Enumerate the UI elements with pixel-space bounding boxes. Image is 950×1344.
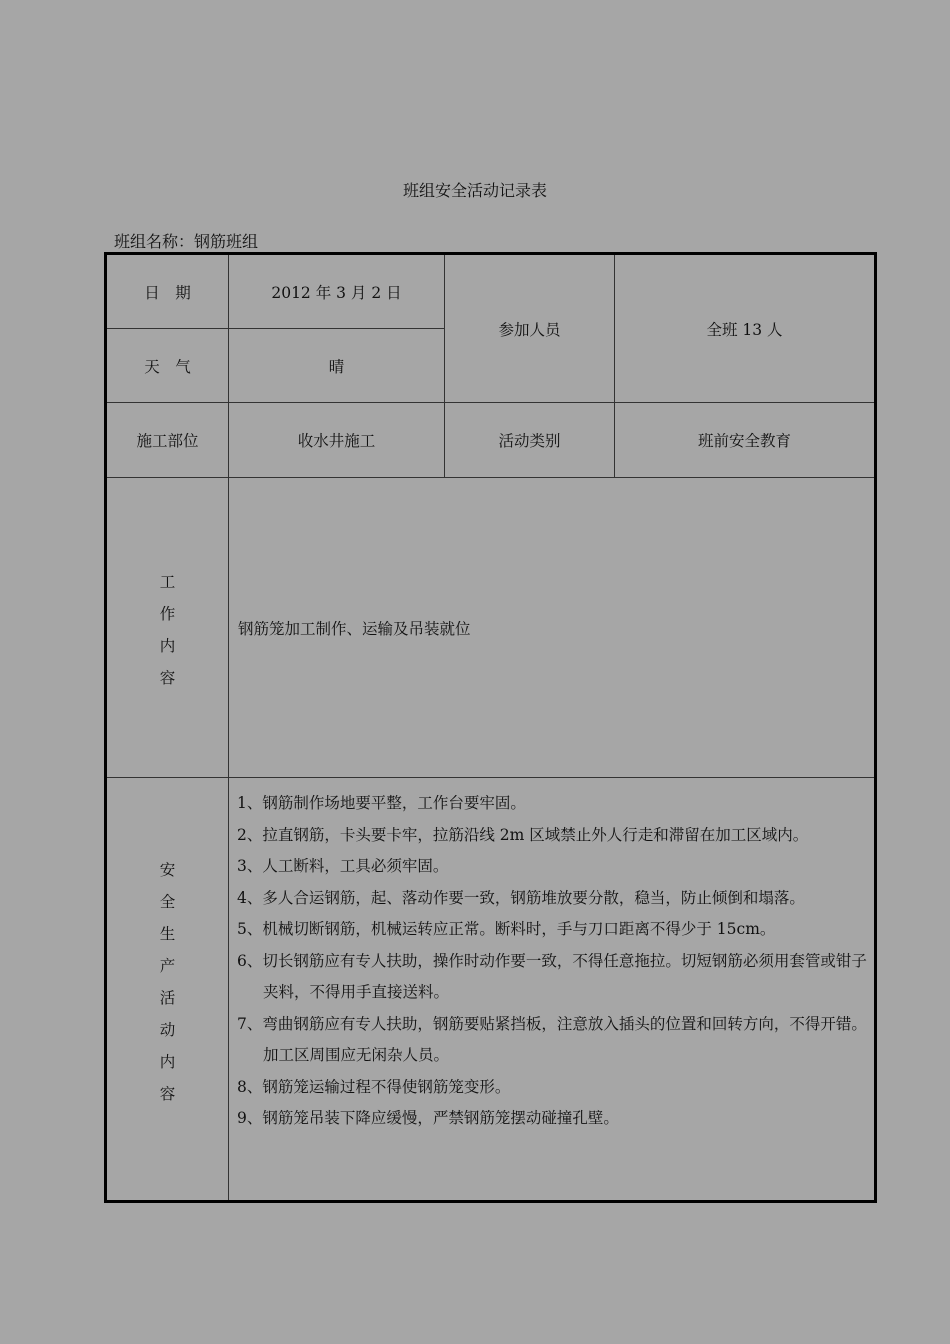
safety-item: 4、多人合运钢筋，起、落动作要一致，钢筋堆放要分散，稳当，防止倾倒和塌落。 <box>237 888 805 907</box>
date-value: 2012 年 3 月 2 日 <box>229 254 445 329</box>
weather-label: 天 气 <box>106 329 229 403</box>
team-name-label: 班组名称： <box>114 232 195 251</box>
safety-content-label <box>106 778 229 1202</box>
date-label: 日 期 <box>106 254 229 329</box>
team-name-value: 钢筋班组 <box>194 232 259 251</box>
safety-item: 5、机械切断钢筋，机械运转应正常。断料时，手与刀口距离不得少于 15cm。 <box>237 920 776 938</box>
record-table <box>104 252 877 1203</box>
work-label-char: 内 <box>159 636 176 655</box>
work-label-char: 作 <box>159 604 176 623</box>
safety-item: 2、拉直钢筋，卡头要卡牢，拉筋沿线 2m 区域禁止外人行走和滞留在加工区域内。 <box>237 825 809 844</box>
work-content-label <box>106 478 229 778</box>
safety-content-value <box>229 778 876 1202</box>
category-value: 班前安全教育 <box>615 403 876 478</box>
safety-item: 7、弯曲钢筋应有专人扶助，钢筋要贴紧挡板，注意放入插头的位置和回转方向，不得开错。加工区周围应无闲杂人员。 <box>237 1014 867 1064</box>
safety-label-char: 容 <box>159 1084 176 1103</box>
team-name <box>114 229 258 252</box>
safety-label-char: 安 <box>159 860 176 879</box>
work-label-char: 工 <box>159 572 176 591</box>
safety-item: 9、钢筋笼吊装下降应缓慢，严禁钢筋笼摆动碰撞孔壁。 <box>237 1109 619 1127</box>
work-content-value: 钢筋笼加工制作、运输及吊装就位 <box>229 478 876 778</box>
site-value: 收水井施工 <box>229 403 445 478</box>
safety-label-char: 生 <box>159 924 176 943</box>
page-title: 班组安全活动记录表 <box>402 181 547 200</box>
safety-label-char: 动 <box>159 1020 176 1039</box>
weather-value: 晴 <box>229 329 445 403</box>
safety-label-char: 产 <box>159 956 176 975</box>
safety-item: 3、人工断料，工具必须牢固。 <box>237 857 449 875</box>
participants-value: 全班 13 人 <box>615 254 876 403</box>
safety-label-char: 全 <box>159 892 176 911</box>
category-label: 活动类别 <box>445 403 615 478</box>
safety-label-char: 活 <box>159 988 176 1007</box>
safety-label-char: 内 <box>159 1052 176 1071</box>
safety-item: 6、切长钢筋应有专人扶助，操作时动作要一致，不得任意拖拉。切短钢筋必须用套管或钳子夹料，不得用手直接送料。 <box>237 951 867 1001</box>
safety-item: 8、钢筋笼运输过程不得使钢筋笼变形。 <box>237 1077 511 1096</box>
work-label-char: 容 <box>159 668 176 687</box>
site-label: 施工部位 <box>106 403 229 478</box>
safety-item: 1、钢筋制作场地要平整，工作台要牢固。 <box>237 794 526 812</box>
participants-label: 参加人员 <box>445 254 615 403</box>
